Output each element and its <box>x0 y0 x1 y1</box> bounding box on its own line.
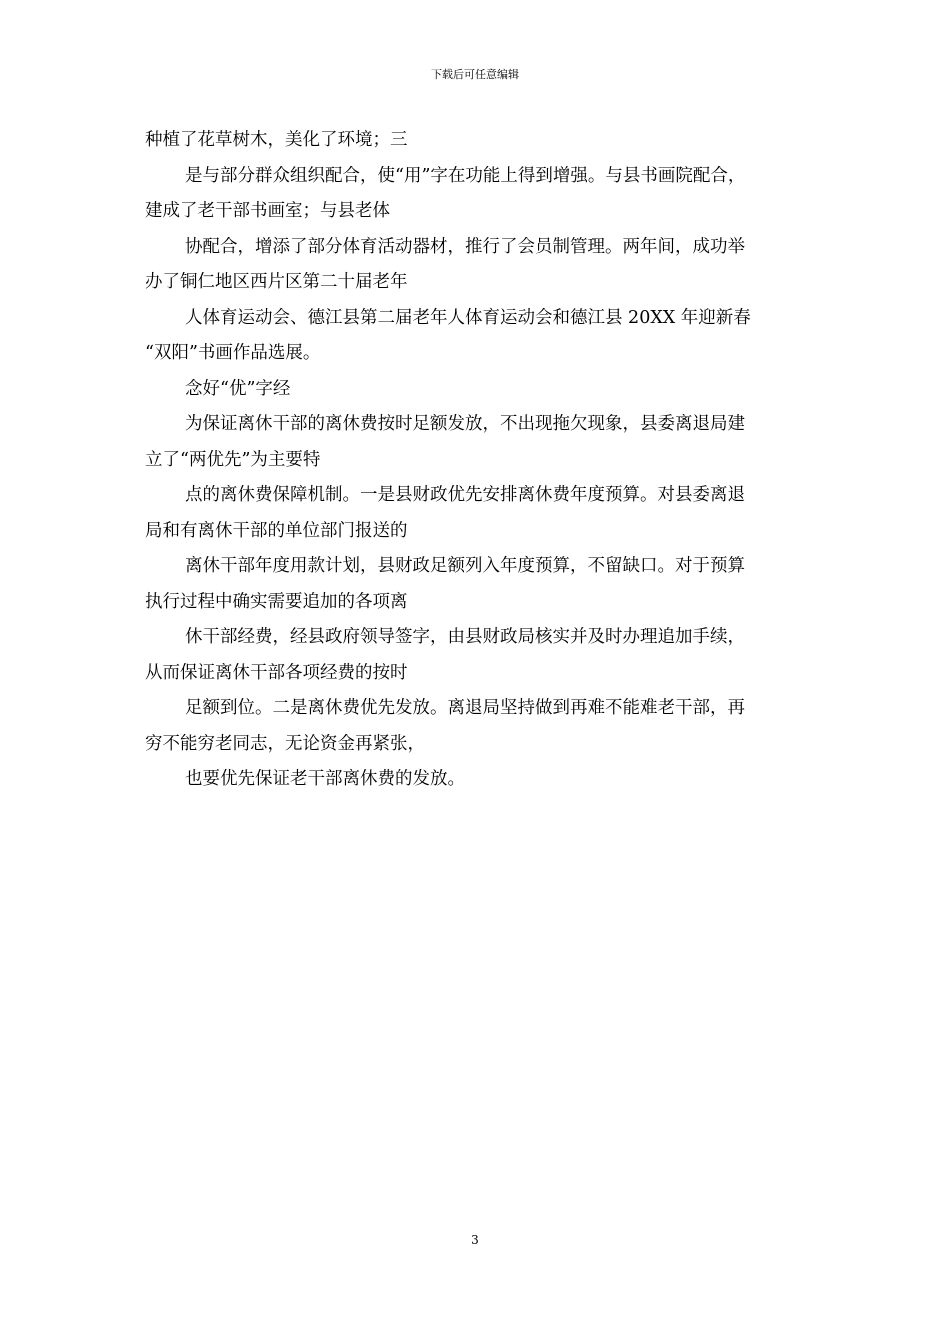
paragraph-2 <box>145 159 825 230</box>
text-line: 立了“两优先”为主要特 <box>145 449 321 470</box>
text-line: 执行过程中确实需要追加的各项离 <box>145 591 408 612</box>
text-line: “双阳”书画作品选展。 <box>145 343 321 363</box>
paragraph-6 <box>145 407 825 478</box>
text-line: 足额到位。二是离休费优先发放。离退局坚持做到再难不能难老干部，再 <box>185 698 745 718</box>
text-line: 从而保证离休干部各项经费的按时 <box>145 662 408 683</box>
paragraph-7 <box>145 478 825 549</box>
text-line: 点的离休费保障机制。一是县财政优先安排离休费年度预算。对县委离退 <box>185 485 745 505</box>
text-line: 种植了花草树木，美化了环境；三 <box>145 130 408 150</box>
text-line: 办了铜仁地区西片区第二十届老年 <box>145 272 408 292</box>
document-body <box>145 123 825 798</box>
text-line: 是与部分群众组织配合，使“用”字在功能上得到增强。与县书画院配合， <box>185 165 746 186</box>
text-line: 离休干部年度用款计划，县财政足额列入年度预算，不留缺口。对于预算 <box>185 556 745 576</box>
paragraph-4 <box>145 301 825 372</box>
page-header: 下载后可任意编辑 <box>431 68 519 81</box>
text-line: 建成了老干部书画室；与县老体 <box>145 201 390 221</box>
text-line: 休干部经费，经县政府领导签字，由县财政局核实并及时办理追加手续， <box>185 627 745 647</box>
text-line: 也要优先保证老干部离休费的发放。 <box>185 769 465 789</box>
paragraph-11 <box>145 762 825 798</box>
paragraph-9 <box>145 620 825 691</box>
text-line: 念好“优”字经 <box>185 378 291 399</box>
text-line: 人体育运动会、德江县第二届老年人体育运动会和德江县 20XX 年迎新春 <box>185 307 751 328</box>
paragraph-8 <box>145 549 825 620</box>
paragraph-1 <box>145 123 825 159</box>
text-line: 局和有离休干部的单位部门报送的 <box>145 520 408 541</box>
text-line: 为保证离休干部的离休费按时足额发放，不出现拖欠现象，县委离退局建 <box>185 414 745 434</box>
text-line: 穷不能穷老同志，无论资金再紧张， <box>145 733 425 754</box>
paragraph-3 <box>145 230 825 301</box>
section-heading <box>145 372 825 408</box>
page-number: 3 <box>471 1233 479 1247</box>
paragraph-10 <box>145 691 825 762</box>
text-line: 协配合，增添了部分体育活动器材，推行了会员制管理。两年间，成功举 <box>185 236 745 257</box>
